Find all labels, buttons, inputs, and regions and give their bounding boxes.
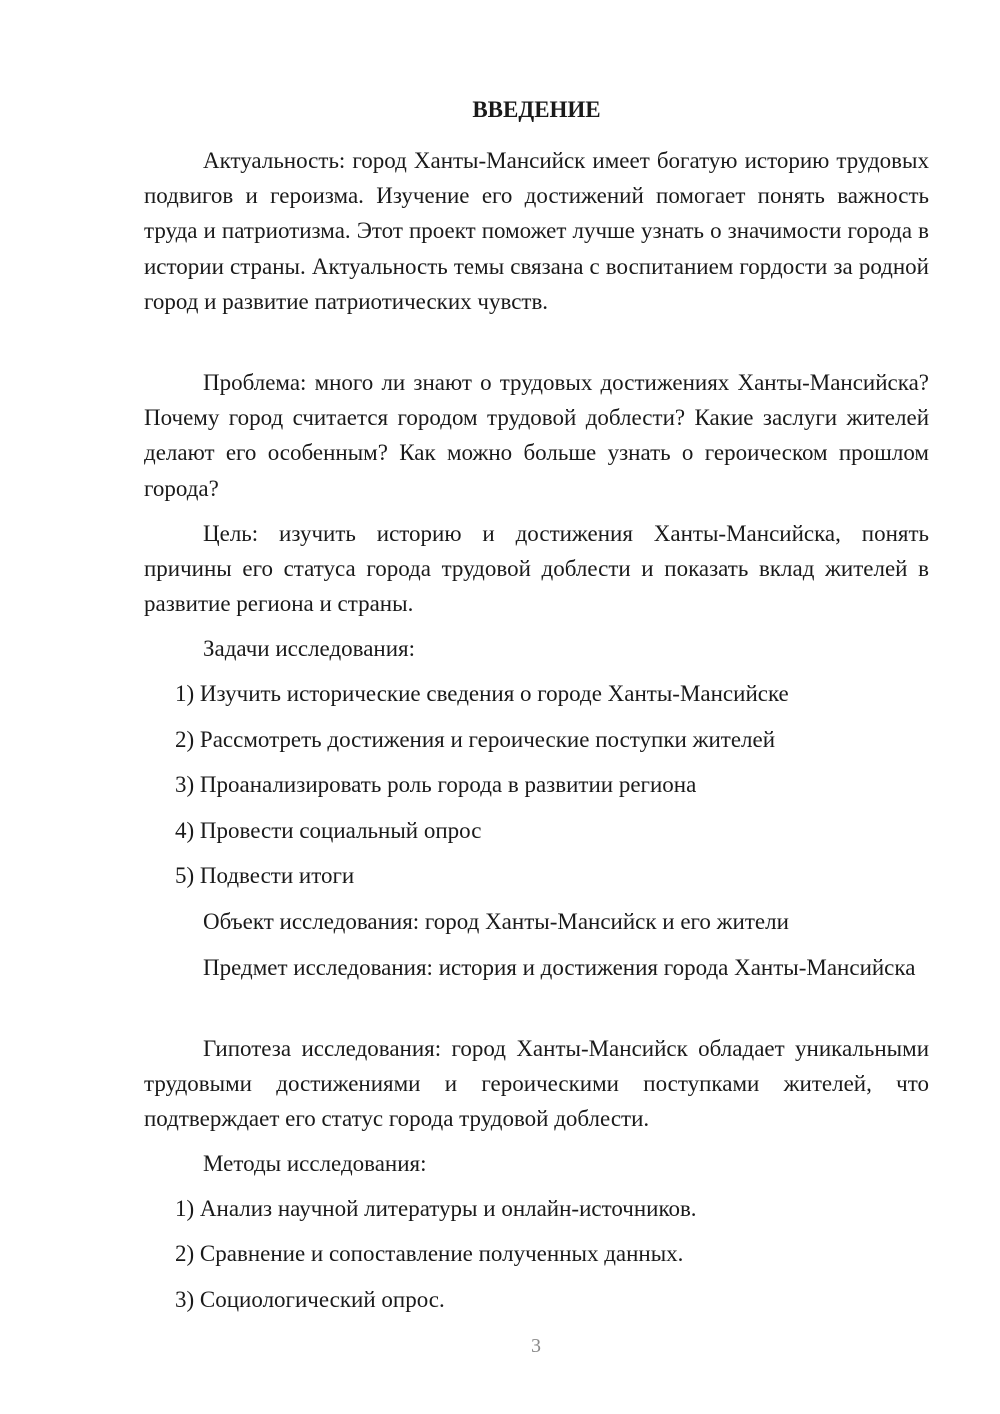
task-item-2: 2) Рассмотреть достижения и героические поступки жителей: [175, 727, 776, 752]
hypothesis-paragraph: Гипотеза исследования: город Ханты-Мансийск обладает уникальными трудовыми достижениями и героическими поступками жителей, что подтверждает его статус города трудовой доблести.: [144, 1036, 929, 1132]
task-item-5: 5) Подвести итоги: [175, 863, 355, 888]
task-item-1: 1) Изучить исторические сведения о городе Ханты-Мансийске: [175, 681, 789, 706]
relevance-paragraph: Актуальность: город Ханты-Мансийск имеет богатую историю трудовых подвигов и героизма. Изучение его достижений помогает понять важность труда и патриотизма. Этот проект поможет лучше узнать о значимости города в истории страны. Актуальность темы связана с воспитанием гордости за родной город и развитие патриотических чувств.: [144, 148, 929, 314]
task-item-4: 4) Провести социальный опрос: [175, 818, 482, 843]
object-line: Объект исследования: город Ханты-Мансийск и его жители: [203, 909, 789, 934]
goal-paragraph: Цель: изучить историю и достижения Ханты-Мансийска, понять причины его статуса города трудовой доблести и показать вклад жителей в развитие региона и страны.: [144, 521, 929, 617]
task-item-3: 3) Проанализировать роль города в развитии региона: [175, 772, 697, 797]
subject-paragraph: Предмет исследования: история и достижения города Ханты-Мансийска: [203, 955, 916, 980]
method-item-1: 1) Анализ научной литературы и онлайн-источников.: [175, 1196, 697, 1221]
methods-title: Методы исследования:: [203, 1151, 427, 1176]
problem-paragraph: Проблема: много ли знают о трудовых достижениях Ханты-Мансийска? Почему город считается городом трудовой доблести? Какие заслуги жителей делают его особенным? Как можно больше узнать о героическом прошлом города?: [144, 370, 929, 501]
page-number: 3: [531, 1335, 541, 1357]
method-item-3: 3) Социологический опрос.: [175, 1287, 445, 1312]
section-heading: ВВЕДЕНИЕ: [472, 97, 601, 122]
tasks-title: Задачи исследования:: [203, 636, 416, 661]
method-item-2: 2) Сравнение и сопоставление полученных данных.: [175, 1241, 684, 1266]
